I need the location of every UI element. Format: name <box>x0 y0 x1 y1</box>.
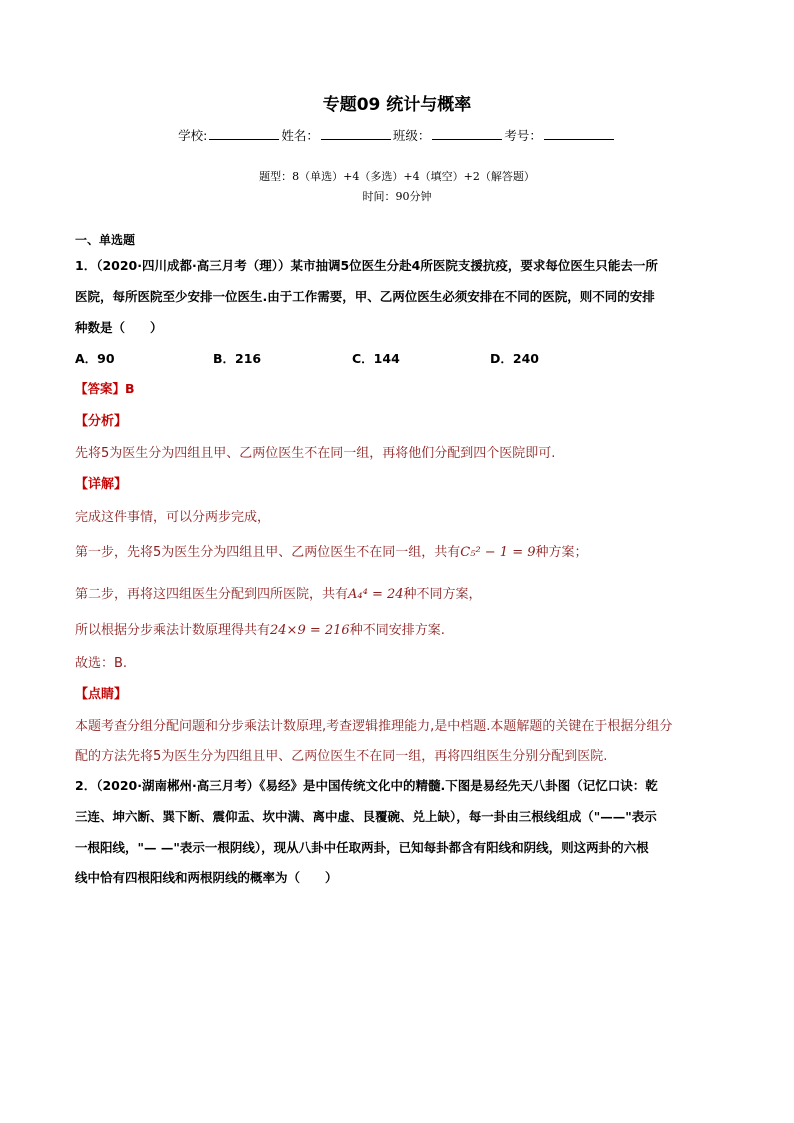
formula-product: 24×9 = 216 <box>270 623 350 638</box>
detail-line-3-text: 第二步，再将这四组医生分配到四所医院，共有 <box>75 587 349 602</box>
formula-combination: C₅² − 1 = 9 <box>460 545 536 560</box>
comment-line-1: 本题考查分组分配问题和分步乘法计数原理,考查逻辑推理能力,是中档题.本题解题的关键在于根据分组分 <box>75 719 673 734</box>
q2-line-2: 三连、坤六断、巽下断、震仰盂、坎中满、离中虚、艮覆碗、兑上缺），每一卦由三根线组成（"——"表示 <box>75 809 657 824</box>
q1-option-b: B．216 <box>213 351 262 366</box>
detail-line-4-text: 所以根据分步乘法计数原理得共有 <box>75 623 271 638</box>
detail-line-3-tail: 种不同方案， <box>403 587 482 602</box>
detail-line-4 <box>75 619 445 638</box>
detail-line-2-text: 第一步，先将5为医生分为四组且甲、乙两位医生不在同一组，共有 <box>75 545 461 560</box>
detail-line-3 <box>75 583 482 602</box>
q1-option-d: D．240 <box>490 351 539 366</box>
detail-header: 【详解】 <box>75 477 128 492</box>
analysis-header: 【分析】 <box>75 414 128 429</box>
detail-line-1: 完成这件事情，可以分两步完成， <box>75 510 271 525</box>
detail-line-2-tail: 种方案； <box>535 545 588 560</box>
formula-permutation: A₄⁴ = 24 <box>348 587 404 602</box>
q1-line-2: 医院，每所医院至少安排一位医生.由于工作需要，甲、乙两位医生必须安排在不同的医院，则不同的安排 <box>75 289 655 304</box>
student-info-fields <box>0 126 794 144</box>
school-label: 学校: <box>178 128 208 143</box>
choice-statement: 故选：B. <box>75 656 128 671</box>
school-blank[interactable] <box>209 127 279 140</box>
q2-line-4: 线中恰有四根阳线和两根阴线的概率为（ ） <box>75 870 338 885</box>
number-label: 考号： <box>504 128 542 143</box>
question-types: 题型：8（单选）+4（多选）+4（填空）+2（解答题） <box>259 170 535 183</box>
comment-line-2: 配的方法先将5为医生分为四组且甲、乙两位医生不在同一组，再将四组医生分别分配到医院. <box>75 749 608 764</box>
q1-option-c: C．144 <box>352 351 400 366</box>
page-title: 专题09 统计与概率 <box>322 95 472 115</box>
q1-line-3: 种数是（ ） <box>75 320 163 335</box>
analysis-text: 先将5为医生分为四组且甲、乙两位医生不在同一组，再将他们分配到四个医院即可. <box>75 446 556 461</box>
q2-line-1: 2．（2020·湖南郴州·高三月考）《易经》是中国传统文化中的精髓.下图是易经先天八卦图（记忆口诀：乾 <box>75 778 658 793</box>
section-heading: 一、单选题 <box>75 233 136 247</box>
number-blank[interactable] <box>544 127 614 140</box>
class-label: 班级： <box>392 128 431 143</box>
name-label: 姓名： <box>281 128 319 143</box>
q1-answer: 【答案】B <box>75 381 135 396</box>
q2-line-3: 一根阳线，"— —"表示一根阴线），现从八卦中任取两卦，已知每卦都含有阳线和阴线，则这两卦的六根 <box>75 840 649 855</box>
time-limit: 时间：90分钟 <box>362 190 432 203</box>
name-blank[interactable] <box>321 127 391 140</box>
detail-line-4-tail: 种不同安排方案. <box>349 623 445 638</box>
class-blank[interactable] <box>432 127 502 140</box>
q1-line-1: 1．（2020·四川成都·高三月考（理））某市抽调5位医生分赴4所医院支援抗疫，要求每位医生只能去一所 <box>75 258 658 273</box>
q1-option-a: A．90 <box>75 351 115 366</box>
comment-header: 【点睛】 <box>75 687 128 702</box>
detail-line-2 <box>75 541 588 560</box>
